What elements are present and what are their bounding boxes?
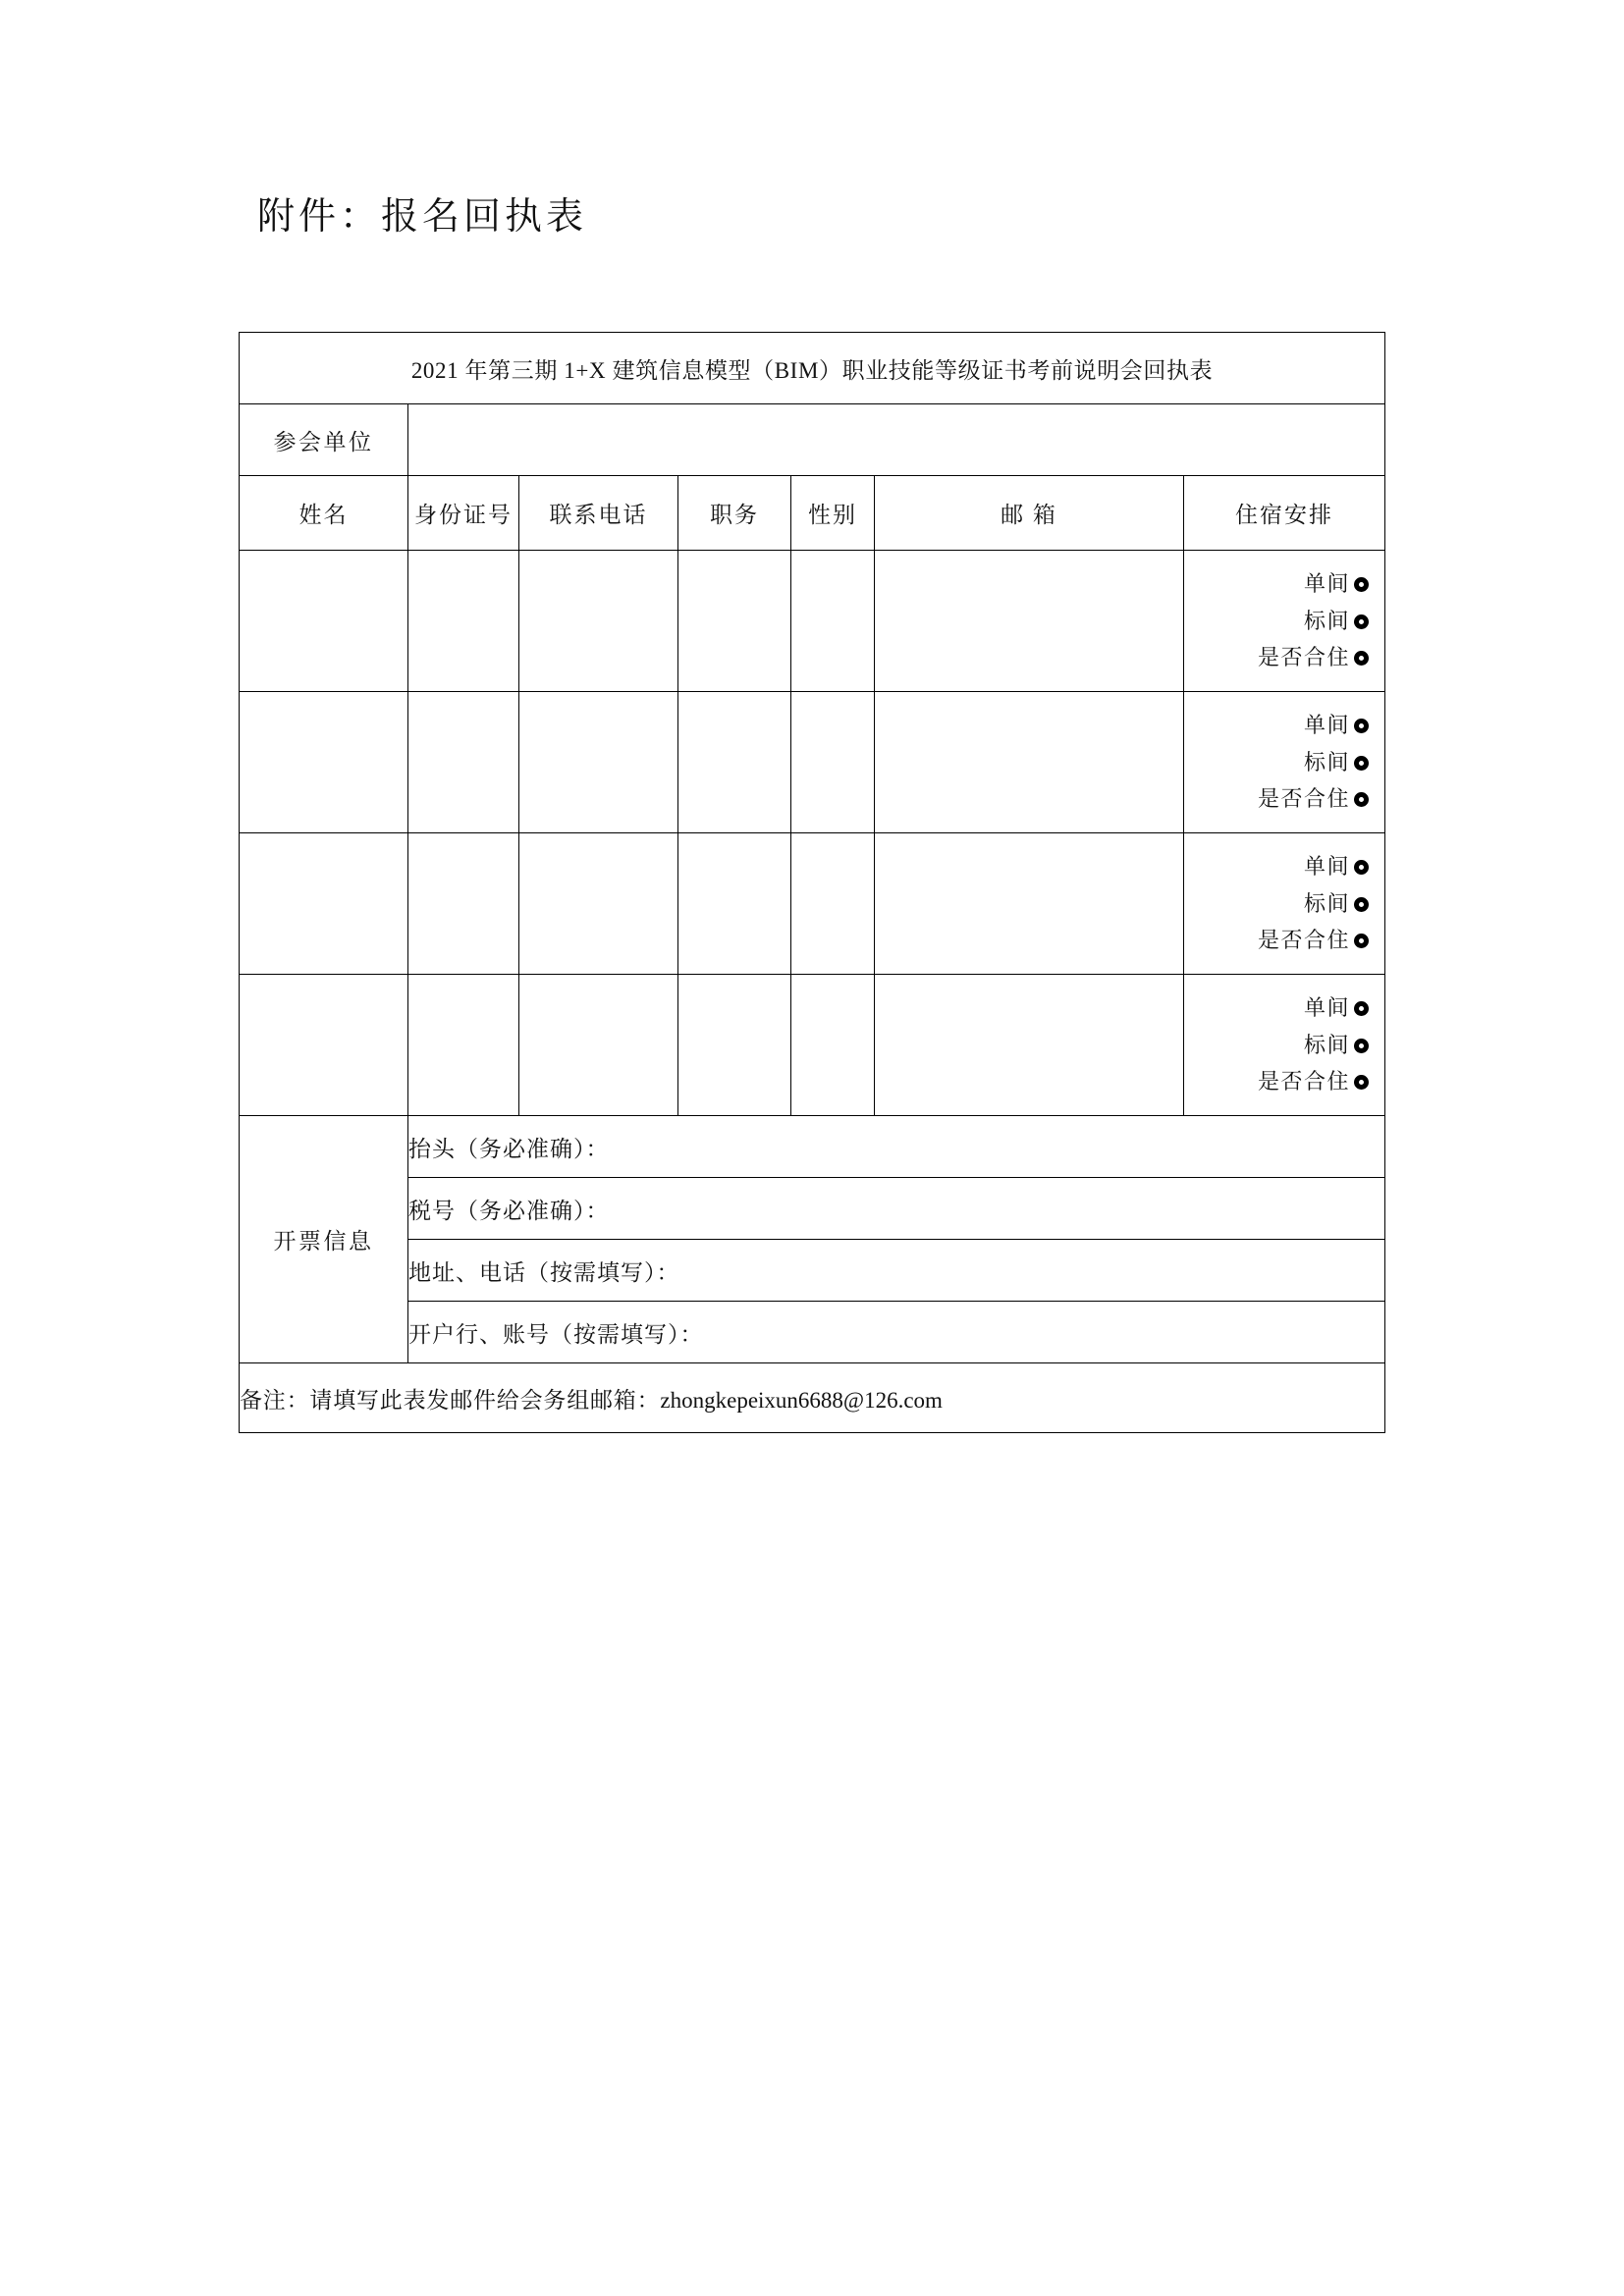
lodging-option-standard-label-1: 标间	[1304, 608, 1351, 633]
participant-position-input-2[interactable]	[678, 692, 791, 833]
radio-circle-icon[interactable]	[1354, 719, 1369, 733]
participant-id-input-3[interactable]	[408, 833, 519, 975]
column-header-name: 姓名	[240, 476, 408, 551]
radio-circle-icon[interactable]	[1354, 756, 1369, 771]
participant-phone-input-1[interactable]	[519, 551, 678, 692]
column-header-phone: 联系电话	[519, 476, 678, 551]
participant-position-input-3[interactable]	[678, 833, 791, 975]
table-row	[240, 551, 1385, 692]
radio-circle-icon[interactable]	[1354, 614, 1369, 629]
lodging-option-share-label-4: 是否合住	[1258, 1069, 1351, 1095]
lodging-option-share-1[interactable]	[1184, 639, 1384, 676]
footer-note	[240, 1363, 1385, 1433]
column-header-email: 邮 箱	[875, 476, 1184, 551]
invoice-section-label: 开票信息	[240, 1116, 408, 1363]
participant-gender-input-4[interactable]	[791, 975, 875, 1116]
footer-note-email[interactable]: zhongkepeixun6688@126.com	[660, 1387, 943, 1413]
invoice-row-address	[240, 1240, 1385, 1302]
lodging-options-1	[1184, 551, 1385, 692]
participant-email-input-2[interactable]	[875, 692, 1184, 833]
lodging-option-single-label-1: 单间	[1304, 570, 1351, 596]
participating-unit-input[interactable]	[408, 404, 1385, 476]
radio-circle-icon[interactable]	[1354, 1001, 1369, 1016]
participant-email-input-3[interactable]	[875, 833, 1184, 975]
radio-circle-icon[interactable]	[1354, 792, 1369, 807]
lodging-option-single-1[interactable]	[1184, 565, 1384, 603]
lodging-option-share-label-2: 是否合住	[1258, 786, 1351, 812]
invoice-field-tax-number[interactable]: 税号（务必准确）：	[408, 1178, 1385, 1240]
radio-circle-icon[interactable]	[1354, 897, 1369, 912]
invoice-field-title[interactable]: 抬头（务必准确）：	[408, 1116, 1385, 1178]
invoice-row-title	[240, 1116, 1385, 1178]
invoice-row-taxid	[240, 1178, 1385, 1240]
radio-circle-icon[interactable]	[1354, 651, 1369, 666]
footer-note-prefix: 备注：请填写此表发邮件给会务组邮箱：	[240, 1387, 661, 1413]
lodging-option-share-label-1: 是否合住	[1258, 645, 1351, 670]
registration-form-table	[239, 332, 1385, 1433]
column-header-lodging: 住宿安排	[1184, 476, 1385, 551]
participant-position-input-1[interactable]	[678, 551, 791, 692]
column-header-gender: 性别	[791, 476, 875, 551]
radio-circle-icon[interactable]	[1354, 934, 1369, 948]
lodging-option-single-3[interactable]	[1184, 848, 1384, 885]
lodging-options-3	[1184, 833, 1385, 975]
participating-unit-label: 参会单位	[240, 404, 408, 476]
footer-note-row	[240, 1363, 1385, 1433]
participant-name-input-1[interactable]	[240, 551, 408, 692]
participant-email-input-4[interactable]	[875, 975, 1184, 1116]
lodging-option-standard-1[interactable]	[1184, 603, 1384, 640]
lodging-option-single-2[interactable]	[1184, 707, 1384, 744]
lodging-option-standard-3[interactable]	[1184, 885, 1384, 923]
lodging-option-single-label-3: 单间	[1304, 853, 1351, 879]
lodging-option-standard-label-3: 标间	[1304, 890, 1351, 916]
lodging-option-standard-4[interactable]	[1184, 1027, 1384, 1064]
participant-gender-input-3[interactable]	[791, 833, 875, 975]
invoice-field-address-phone[interactable]: 地址、电话（按需填写）：	[408, 1240, 1385, 1302]
lodging-options-2	[1184, 692, 1385, 833]
participant-email-input-1[interactable]	[875, 551, 1184, 692]
participant-id-input-4[interactable]	[408, 975, 519, 1116]
lodging-options-4	[1184, 975, 1385, 1116]
radio-circle-icon[interactable]	[1354, 1039, 1369, 1053]
table-row	[240, 692, 1385, 833]
lodging-option-standard-2[interactable]	[1184, 744, 1384, 781]
lodging-option-single-4[interactable]	[1184, 989, 1384, 1027]
participating-unit-row	[240, 404, 1385, 476]
invoice-field-bank-account[interactable]: 开户行、账号（按需填写）：	[408, 1302, 1385, 1363]
lodging-option-share-2[interactable]	[1184, 780, 1384, 818]
participant-id-input-2[interactable]	[408, 692, 519, 833]
participant-gender-input-2[interactable]	[791, 692, 875, 833]
column-header-position: 职务	[678, 476, 791, 551]
participant-phone-input-4[interactable]	[519, 975, 678, 1116]
radio-circle-icon[interactable]	[1354, 860, 1369, 875]
radio-circle-icon[interactable]	[1354, 1075, 1369, 1090]
radio-circle-icon[interactable]	[1354, 577, 1369, 592]
column-header-id: 身份证号	[408, 476, 519, 551]
participant-id-input-1[interactable]	[408, 551, 519, 692]
table-row	[240, 975, 1385, 1116]
participant-name-input-4[interactable]	[240, 975, 408, 1116]
participant-phone-input-2[interactable]	[519, 692, 678, 833]
participant-phone-input-3[interactable]	[519, 833, 678, 975]
lodging-option-share-4[interactable]	[1184, 1063, 1384, 1100]
lodging-option-share-label-3: 是否合住	[1258, 928, 1351, 953]
page-title: 附件：报名回执表	[257, 196, 588, 238]
table-title: 2021 年第三期 1+X 建筑信息模型（BIM）职业技能等级证书考前说明会回执表	[240, 333, 1385, 404]
participant-position-input-4[interactable]	[678, 975, 791, 1116]
table-title-row	[240, 333, 1385, 404]
lodging-option-standard-label-4: 标间	[1304, 1032, 1351, 1057]
table-row	[240, 833, 1385, 975]
lodging-option-standard-label-2: 标间	[1304, 749, 1351, 774]
participant-name-input-3[interactable]	[240, 833, 408, 975]
lodging-option-share-3[interactable]	[1184, 922, 1384, 959]
participant-name-input-2[interactable]	[240, 692, 408, 833]
column-header-row	[240, 476, 1385, 551]
lodging-option-single-label-4: 单间	[1304, 994, 1351, 1020]
lodging-option-single-label-2: 单间	[1304, 712, 1351, 737]
participant-gender-input-1[interactable]	[791, 551, 875, 692]
invoice-row-bank	[240, 1302, 1385, 1363]
